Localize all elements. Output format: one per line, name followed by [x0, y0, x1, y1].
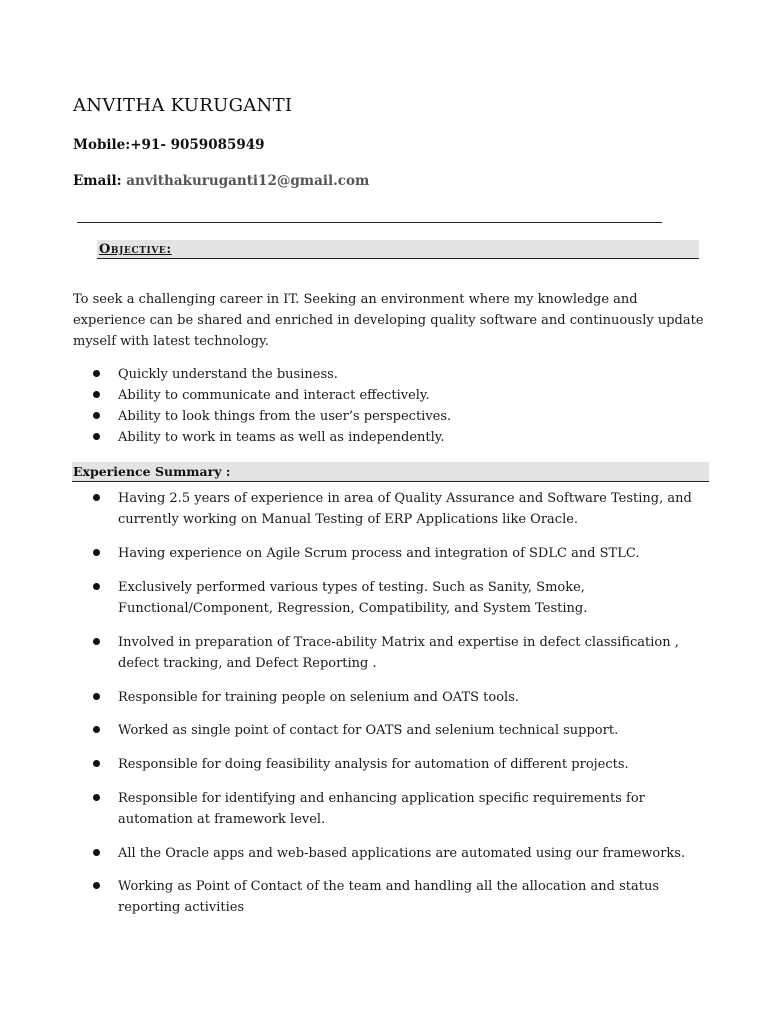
candidate-name: ANVITHA KURUGANTI: [73, 95, 293, 116]
objective-point: [93, 385, 693, 406]
experience-point-text: Worked as single point of contact for OATS and selenium technical support.: [118, 723, 619, 738]
bullet-icon: [93, 726, 100, 733]
bullet-icon: [93, 760, 100, 767]
email-address[interactable]: anvithakuruganti12@gmail.com: [126, 173, 370, 189]
experience-point: [93, 788, 693, 830]
bullet-icon: [93, 794, 100, 801]
experience-point-text: Exclusively performed various types of testing. Such as Sanity, Smoke, Functional/Component, Regression, Compatibility, and System Testing.: [118, 580, 588, 616]
objective-point: [93, 427, 693, 448]
bullet-icon: [93, 693, 100, 700]
experience-point-text: Having experience on Agile Scrum process and integration of SDLC and STLC.: [118, 546, 640, 561]
experience-point: [93, 876, 693, 918]
experience-point-text: Having 2.5 years of experience in area of Quality Assurance and Software Testing, and currently working on Manual Testing of ERP Applications like Oracle.: [118, 491, 692, 527]
experience-point-text: Working as Point of Contact of the team and handling all the allocation and status reporting activities: [118, 879, 660, 915]
bullet-icon: [93, 583, 100, 590]
experience-point: [93, 687, 693, 708]
header-divider: [77, 222, 662, 223]
objective-point-text: Ability to work in teams as well as independently.: [118, 430, 445, 445]
experience-point: [93, 720, 693, 741]
email-line: [73, 173, 369, 189]
bullet-icon: [93, 433, 100, 440]
objective-point: [93, 364, 693, 385]
objective-point-text: Ability to look things from the user’s perspectives.: [118, 409, 452, 424]
bullet-icon: [93, 391, 100, 398]
mobile-line: [73, 137, 265, 153]
bullet-icon: [93, 494, 100, 501]
experience-point: [93, 543, 693, 564]
experience-point: [93, 632, 693, 674]
bullet-icon: [93, 849, 100, 856]
experience-point-text: Involved in preparation of Trace-ability Matrix and expertise in defect classification , defect tracking, and Defect Reporting .: [118, 635, 679, 671]
experience-point: [93, 754, 693, 775]
bullet-icon: [93, 549, 100, 556]
bullet-icon: [93, 882, 100, 889]
experience-point-text: All the Oracle apps and web-based applications are automated using our frameworks.: [118, 846, 686, 861]
bullet-icon: [93, 370, 100, 377]
objective-point-text: Ability to communicate and interact effectively.: [118, 388, 430, 403]
experience-point: [93, 488, 693, 530]
objective-point-text: Quickly understand the business.: [118, 367, 338, 382]
mobile-label: Mobile:: [73, 137, 131, 153]
bullet-icon: [93, 412, 100, 419]
bullet-icon: [93, 638, 100, 645]
mobile-number: +91- 9059085949: [130, 137, 265, 153]
objective-paragraph: To seek a challenging career in IT. Seeking an environment where my knowledge and experience can be shared and enriched in developing quality software and continuously update myself with latest technology.: [73, 292, 704, 349]
experience-point: [93, 843, 693, 864]
experience-point-text: Responsible for training people on selenium and OATS tools.: [118, 690, 520, 705]
email-label: Email:: [73, 173, 127, 189]
objective-heading: Objective:: [97, 240, 699, 259]
experience-point-text: Responsible for doing feasibility analysis for automation of different projects.: [118, 757, 629, 772]
experience-heading: Experience Summary :: [72, 462, 709, 482]
experience-point-text: Responsible for identifying and enhancing application specific requirements for automation at framework level.: [118, 791, 645, 827]
objective-point: [93, 406, 693, 427]
experience-point: [93, 577, 693, 619]
